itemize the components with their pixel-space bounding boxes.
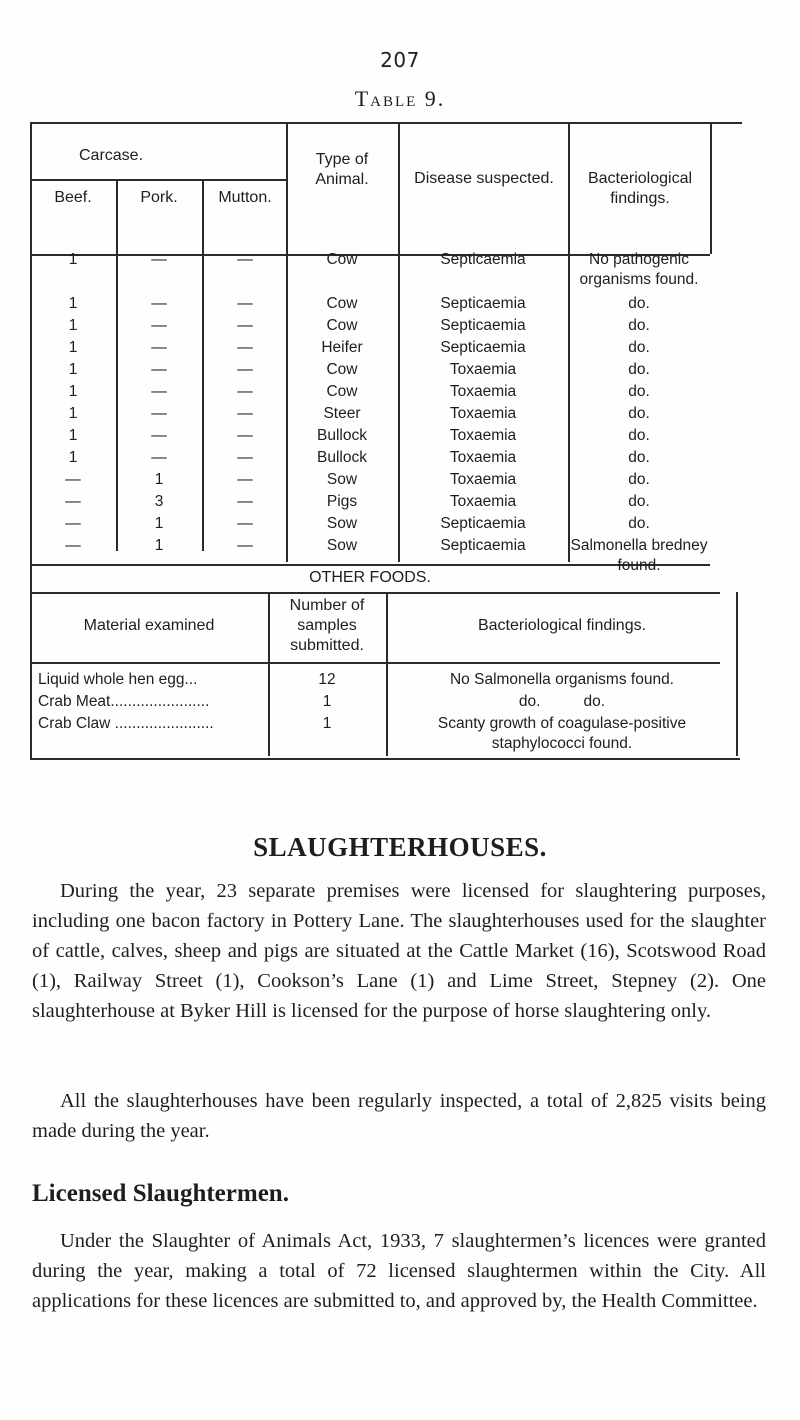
other-foods-cell-samples: 1 xyxy=(322,693,332,710)
carcase-cell-type: Cow xyxy=(326,251,358,268)
licensed-slaughtermen-paragraph: Under the Slaughter of Animals Act, 1933, 7 slaughtermen’s licences were granted during the year, making a total of 72 licensed slaughtermen within the City. All applications for these licences are submitted to, and approved by, the Health Committee. xyxy=(32,1230,766,1312)
other-foods-header-rule xyxy=(30,662,720,664)
beef-header: Beef. xyxy=(54,189,92,206)
carcase-cell-findings: do. xyxy=(628,339,650,356)
carcase-cell-type: Sow xyxy=(326,471,358,488)
carcase-cell-disease: Septicaemia xyxy=(440,317,526,334)
carcase-cell-findings: do. xyxy=(628,405,650,422)
page-number: 207 xyxy=(380,48,420,72)
carcase-cell-mutton: — xyxy=(237,251,253,268)
carcase-cell-disease: Septicaemia xyxy=(440,251,526,268)
other-foods-cell-samples: 12 xyxy=(318,671,336,688)
carcase-cell-type: Sow xyxy=(326,537,358,554)
carcase-cell-beef: 1 xyxy=(68,427,78,444)
carcase-cell-mutton: — xyxy=(237,361,253,378)
carcase-cell-findings: do. xyxy=(628,471,650,488)
carcase-cell-mutton: — xyxy=(237,339,253,356)
carcase-subheader-rule xyxy=(30,179,286,181)
carcase-cell-findings: do. xyxy=(628,295,650,312)
carcase-cell-pork: — xyxy=(151,295,167,312)
carcase-cell-mutton: — xyxy=(237,537,253,554)
carcase-cell-beef: 1 xyxy=(68,361,78,378)
carcase-cell-type: Cow xyxy=(326,383,358,400)
other-foods-title-rule xyxy=(30,592,720,594)
disease-header: Disease suspected. xyxy=(414,170,554,187)
other-foods-cell-material: Liquid whole hen egg... xyxy=(38,671,198,688)
carcase-cell-type: Bullock xyxy=(317,427,367,444)
carcase-cell-pork: — xyxy=(151,361,167,378)
carcase-cell-type: Sow xyxy=(326,515,358,532)
carcase-cell-mutton: — xyxy=(237,515,253,532)
findings-header: Bacteriological findings. xyxy=(587,170,693,207)
carcase-cell-disease: Septicaemia xyxy=(440,339,526,356)
carcase-cell-findings: do. xyxy=(628,449,650,466)
carcase-cell-disease: Toxaemia xyxy=(449,383,517,400)
carcase-cell-disease: Septicaemia xyxy=(440,295,526,312)
carcase-cell-beef: 1 xyxy=(68,251,78,268)
carcase-cell-pork: 1 xyxy=(154,515,164,532)
carcase-cell-type: Pigs xyxy=(326,493,358,510)
carcase-cell-type: Heifer xyxy=(321,339,363,356)
carcase-cell-type: Bullock xyxy=(317,449,367,466)
carcase-cell-disease: Septicaemia xyxy=(440,537,526,554)
other-foods-cell-material: Crab Claw ....................... xyxy=(38,715,214,732)
carcase-cell-pork: — xyxy=(151,449,167,466)
carcase-cell-mutton: — xyxy=(237,317,253,334)
carcase-cell-beef: 1 xyxy=(68,405,78,422)
carcase-cell-type: Cow xyxy=(326,361,358,378)
other-findings-header: Bacteriological findings. xyxy=(477,617,647,634)
carcase-cell-findings: do. xyxy=(628,383,650,400)
carcase-cell-mutton: — xyxy=(237,493,253,510)
slaughterhouses-paragraph-1: During the year, 23 separate premises were licensed for slaughtering purposes, including one bacon factory in Pottery Lane. The slaughterhouses used for the slaughter of cattle, calves, sheep and pigs are situated at the Cattle Market (16), Scotswood Road (1), Railway Street (1), Cookson’s Lane (1) and Lime Street, Stepney (2). One slaughterhouse at Byker Hill is licensed for the purpose of horse slaughtering only. xyxy=(32,880,766,1022)
carcase-cell-mutton: — xyxy=(237,471,253,488)
carcase-group-header: Carcase. xyxy=(78,147,144,164)
carcase-cell-pork: — xyxy=(151,383,167,400)
mutton-header: Mutton. xyxy=(218,189,272,206)
carcase-cell-beef: 1 xyxy=(68,317,78,334)
slaughterhouses-heading: SLAUGHTERHOUSES. xyxy=(253,832,547,862)
samples-header: Number of samples submitted. xyxy=(289,597,365,654)
carcase-cell-disease: Toxaemia xyxy=(449,493,517,510)
samples-findings-rule xyxy=(386,592,388,756)
carcase-cell-mutton: — xyxy=(237,295,253,312)
carcase-cell-beef: — xyxy=(65,537,81,554)
table-bottom-rule xyxy=(30,758,740,760)
licensed-slaughtermen-heading: Licensed Slaughtermen. xyxy=(32,1180,289,1207)
carcase-cell-pork: — xyxy=(151,317,167,334)
carcase-cell-findings: do. xyxy=(628,515,650,532)
carcase-cell-pork: — xyxy=(151,339,167,356)
carcase-cell-mutton: — xyxy=(237,449,253,466)
carcase-cell-mutton: — xyxy=(237,383,253,400)
carcase-cell-findings: do. xyxy=(628,361,650,378)
other-foods-cell-material: Crab Meat....................... xyxy=(38,693,210,710)
carcase-cell-findings: do. xyxy=(628,493,650,510)
pork-header: Pork. xyxy=(140,189,178,206)
carcase-cell-beef: 1 xyxy=(68,339,78,356)
carcase-cell-pork: — xyxy=(151,251,167,268)
type-header: Type of Animal. xyxy=(315,151,369,188)
other-foods-cell-findings: do. do. xyxy=(518,693,606,710)
carcase-cell-type: Steer xyxy=(323,405,361,422)
carcase-cell-mutton: — xyxy=(237,405,253,422)
carcase-cell-pork: 3 xyxy=(154,493,164,510)
carcase-cell-disease: Toxaemia xyxy=(449,471,517,488)
carcase-cell-beef: 1 xyxy=(68,295,78,312)
carcase-cell-beef: 1 xyxy=(68,383,78,400)
carcase-cell-findings: No pathogenic organisms found. xyxy=(579,251,699,288)
carcase-cell-pork: — xyxy=(151,427,167,444)
table-right-rule xyxy=(710,122,712,254)
carcase-cell-findings: do. xyxy=(628,427,650,444)
carcase-cell-beef: — xyxy=(65,471,81,488)
carcase-cell-pork: 1 xyxy=(154,537,164,554)
carcase-cell-disease: Toxaemia xyxy=(449,427,517,444)
carcase-cell-beef: — xyxy=(65,515,81,532)
other-foods-right-rule xyxy=(736,592,738,756)
carcase-cell-disease: Septicaemia xyxy=(440,515,526,532)
slaughterhouses-paragraph-2: All the slaughterhouses have been regularly inspected, a total of 2,825 visits being made during the year. xyxy=(32,1090,766,1142)
carcase-cell-mutton: — xyxy=(237,427,253,444)
table-title: Table 9. xyxy=(354,86,446,111)
material-header: Material examined xyxy=(83,617,215,634)
other-foods-cell-findings: Scanty growth of coagulase-positive staphylococci found. xyxy=(437,715,691,752)
other-foods-cell-samples: 1 xyxy=(322,715,332,732)
carcase-cell-beef: 1 xyxy=(68,449,78,466)
carcase-cell-disease: Toxaemia xyxy=(449,405,517,422)
table-top-rule xyxy=(30,122,742,124)
carcase-cell-type: Cow xyxy=(326,295,358,312)
carcase-cell-findings: Salmonella bredney found. xyxy=(570,537,708,574)
carcase-cell-beef: — xyxy=(65,493,81,510)
carcase-cell-findings: do. xyxy=(628,317,650,334)
other-foods-title: OTHER FOODS. xyxy=(309,569,431,586)
carcase-cell-disease: Toxaemia xyxy=(449,361,517,378)
other-foods-cell-findings: No Salmonella organisms found. xyxy=(449,671,674,688)
carcase-cell-type: Cow xyxy=(326,317,358,334)
carcase-cell-pork: 1 xyxy=(154,471,164,488)
carcase-cell-pork: — xyxy=(151,405,167,422)
carcase-cell-disease: Toxaemia xyxy=(449,449,517,466)
